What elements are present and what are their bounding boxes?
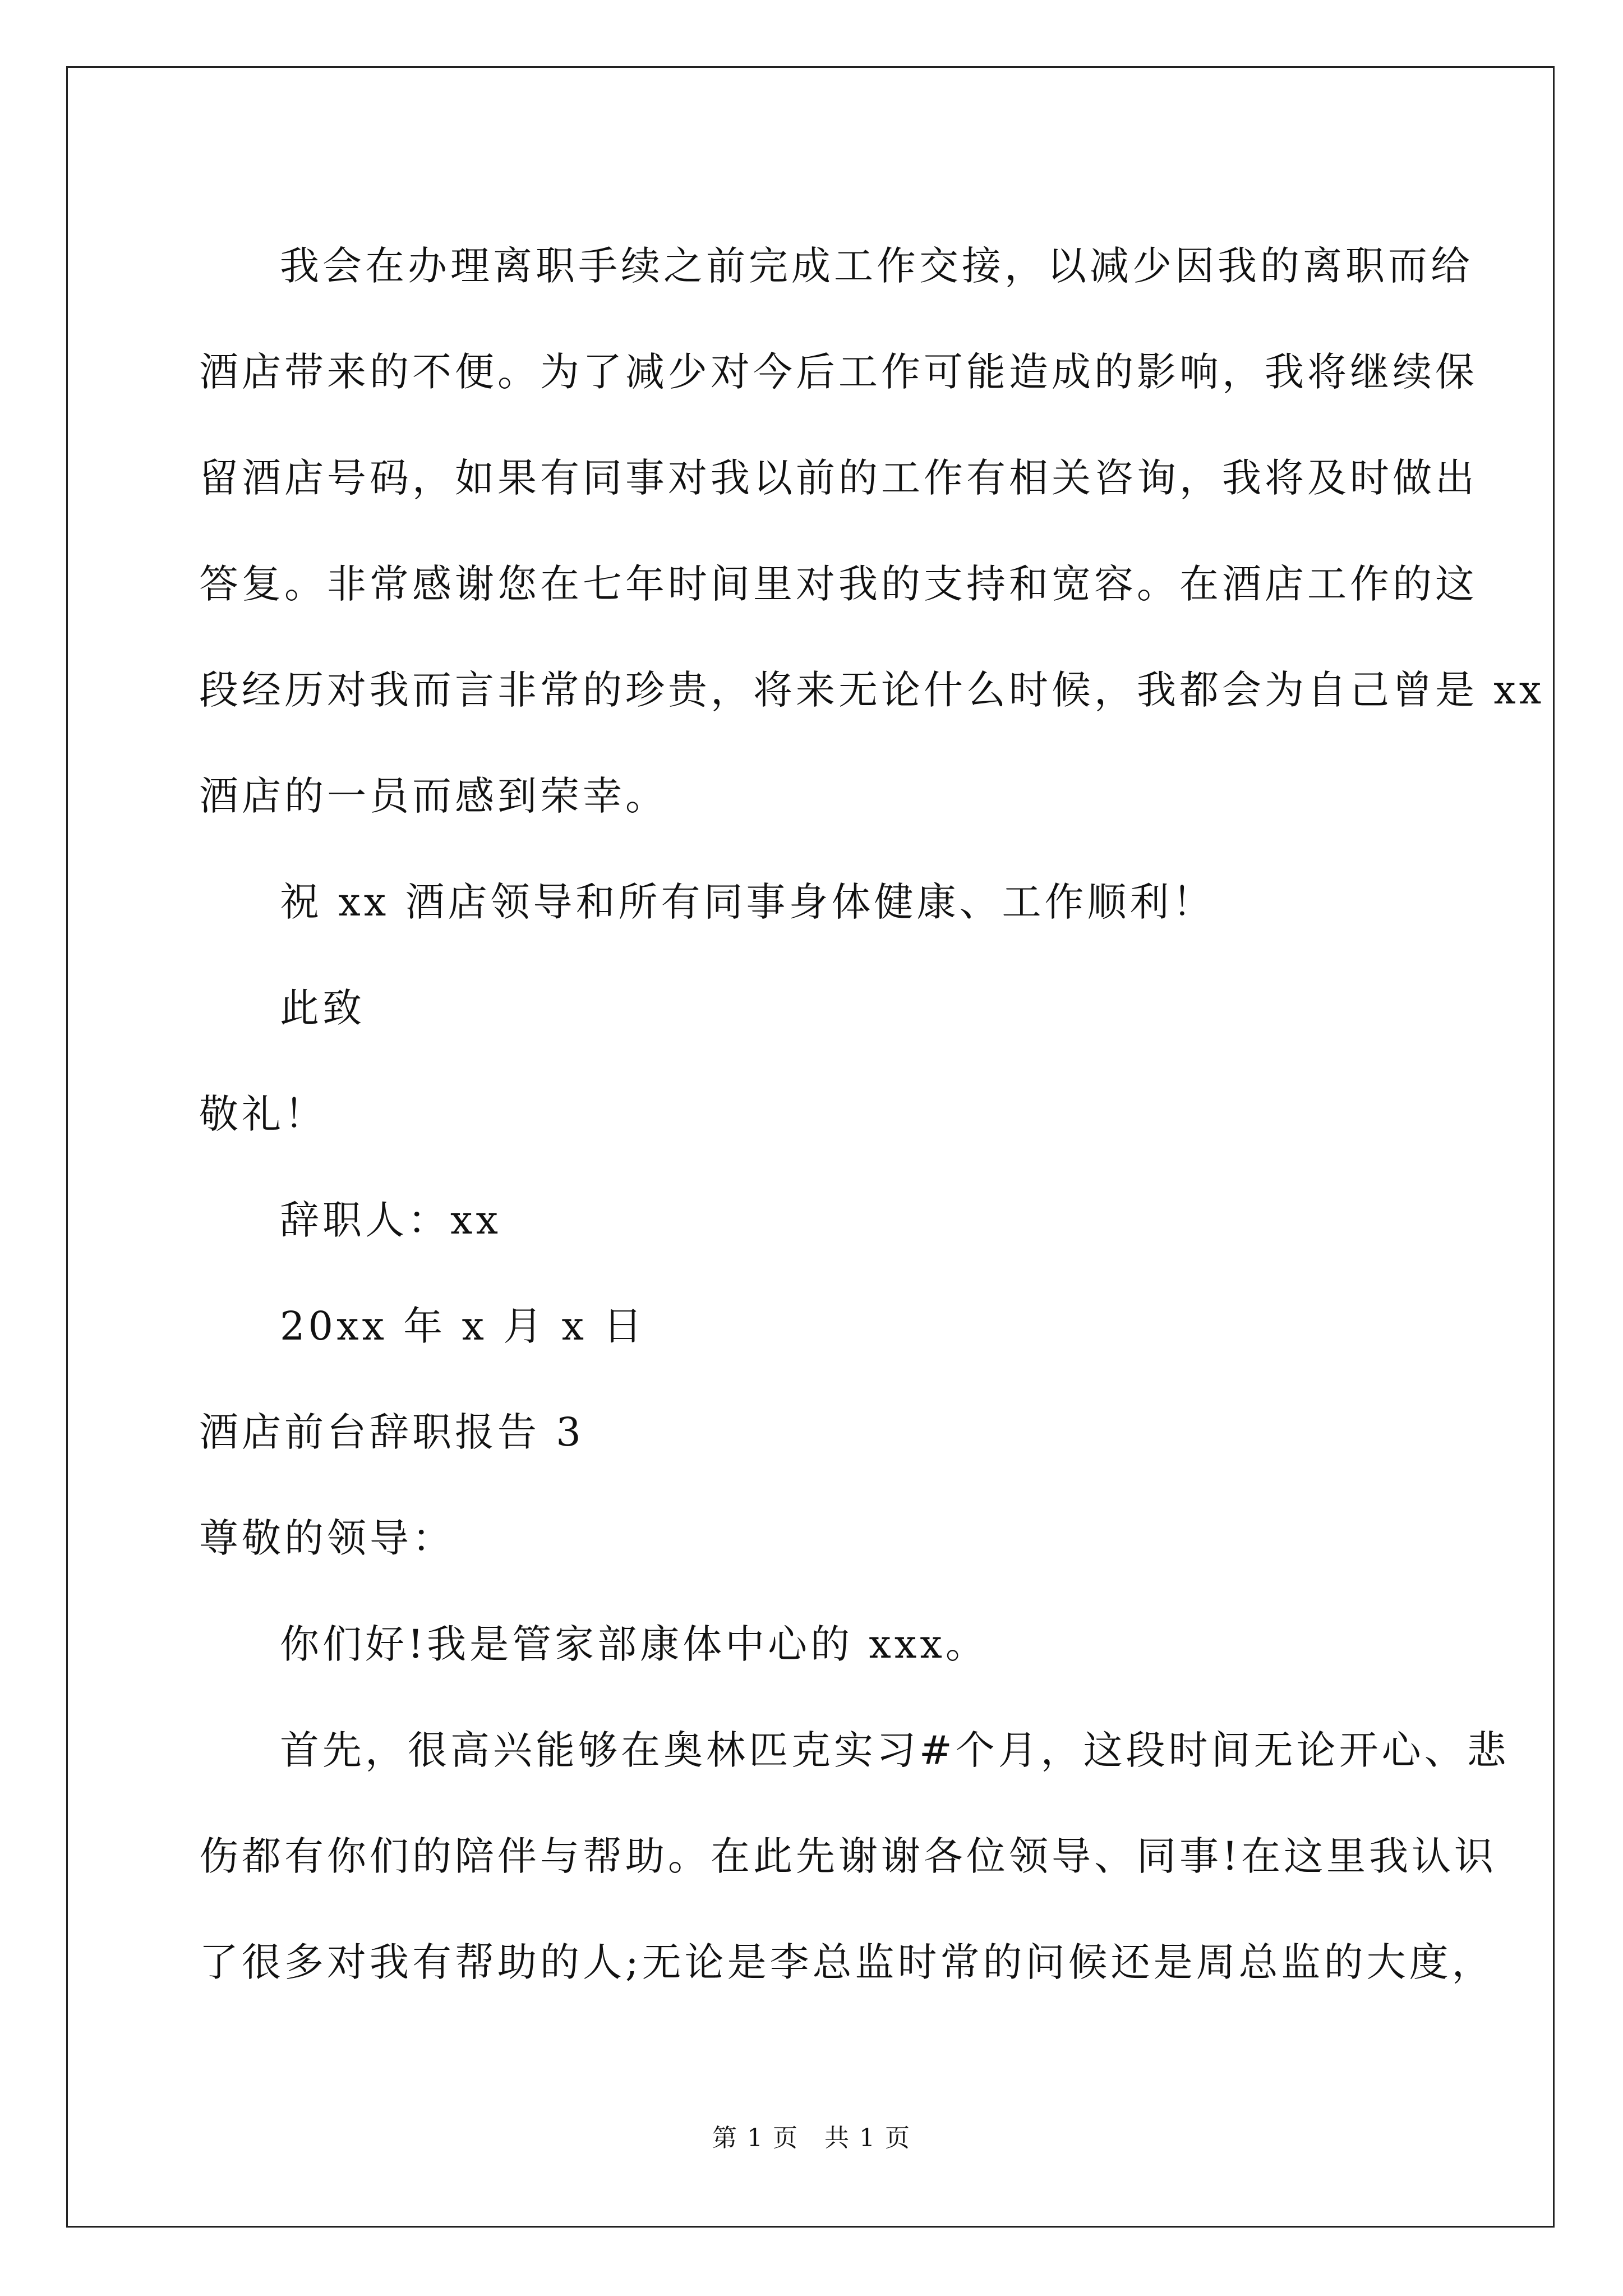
text-line-1: 我会在办理离职手续之前完成工作交接，以减少因我的离职而给 xyxy=(280,243,1473,289)
page-footer: 第 1 页 共 1 页 xyxy=(712,2124,911,2152)
document-body xyxy=(199,213,1545,2016)
text-line-15: 首先，很高兴能够在奥林匹克实习#个月，这段时间无论开心、悲 xyxy=(280,1727,1510,1773)
text-line-17: 了很多对我有帮助的人;无论是李总监时常的问候还是周总监的大度， xyxy=(199,1939,1495,1985)
text-line-5: 段经历对我而言非常的珍贵，将来无论什么时候，我都会为自己曾是 xx xyxy=(199,667,1545,713)
signature-line: 辞职人：xx xyxy=(280,1197,501,1243)
text-line-2: 酒店带来的不便。为了减少对今后工作可能造成的影响，我将继续保 xyxy=(199,349,1478,395)
wishes-line: 祝 xx 酒店领导和所有同事身体健康、工作顺利！ xyxy=(280,879,1215,925)
salutation-line: 尊敬的领导： xyxy=(199,1515,455,1561)
text-line-16: 伤都有你们的陪伴与帮助。在此先谢谢各位领导、同事!在这里我认识 xyxy=(199,1833,1497,1879)
date-line: 20xx 年 x 月 x 日 xyxy=(280,1303,646,1349)
text-line-6: 酒店的一员而感到荣幸。 xyxy=(199,773,668,819)
salute-line: 敬礼！ xyxy=(199,1091,327,1137)
greeting-line: 你们好!我是管家部康体中心的 xxx。 xyxy=(280,1621,988,1667)
text-line-4: 答复。非常感谢您在七年时间里对我的支持和宽容。在酒店工作的这 xyxy=(199,561,1478,607)
text-line-3: 留酒店号码，如果有同事对我以前的工作有相关咨询，我将及时做出 xyxy=(199,455,1478,501)
closing-line: 此致 xyxy=(280,985,365,1031)
section-title: 酒店前台辞职报告 3 xyxy=(199,1409,584,1455)
